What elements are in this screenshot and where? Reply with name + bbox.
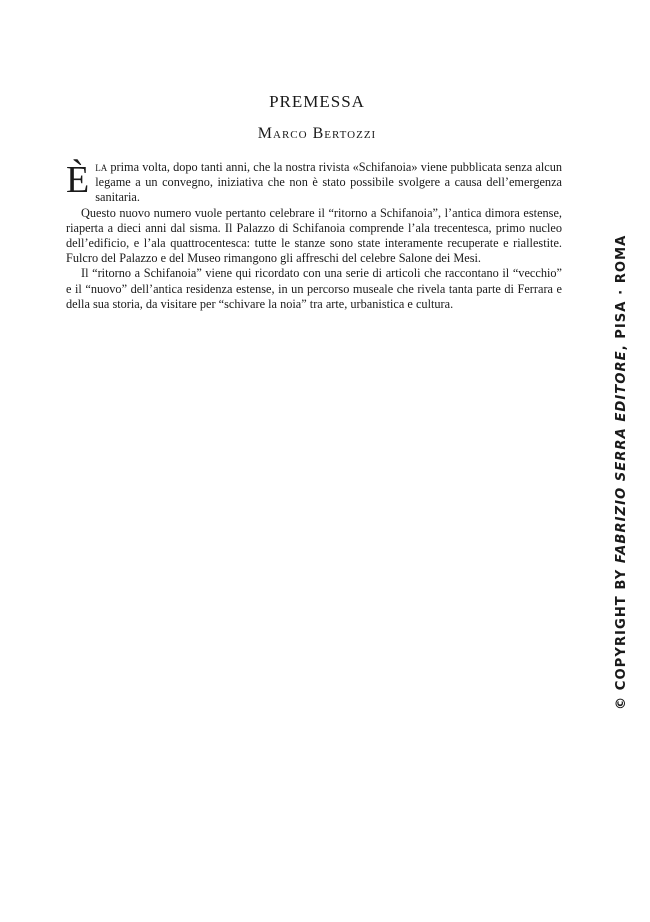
copyright-prefix: © COPYRIGHT BY (614, 563, 629, 710)
author-name: Marco Bertozzi (257, 125, 377, 142)
paragraph-2: Questo nuovo numero vuole pertanto celebrare il “ritorno a Schifanoia”, l’antica dimora estense, riaperta a dieci anni dal sisma. Il Palazzo di Schifanoia comprende l’ala trecentesca, primo nucleo dell’edificio, e l’ala quattrocentesca: tutte le stanze sono state interamente recuperate e riallestite. Fulcro del Palazzo e del Museo rimangono gli affreschi del celebre Salone dei Mesi. (66, 205, 562, 266)
paragraph-1 (66, 160, 562, 206)
body-text (66, 160, 562, 312)
paragraph-1-lead: la (95, 160, 108, 174)
section-title: PREMESSA (269, 92, 365, 111)
copyright-publisher: FABRIZIO SERRA EDITORE (614, 350, 629, 564)
paragraph-3: Il “ritorno a Schifanoia” viene qui ricordato con una serie di articoli che raccontano il “vecchio” e il “nuovo” dell’antica residenza estense, in un percorso museale che rivela tanta parte di Ferrara e della sua storia, da visitare per “schivare la noia” tra arte, urbanistica e cultura. (66, 266, 562, 311)
copyright-notice (614, 235, 629, 710)
drop-cap: È (66, 159, 90, 201)
paragraph-1-text: prima volta, dopo tanti anni, che la nostra rivista «Schifanoia» viene pubblicata senza alcun legame a un convegno, iniziativa che non è stato possibile svolgere a causa dell’emergenza sanitaria. (95, 160, 562, 205)
copyright-suffix: , PISA · ROMA (614, 234, 629, 351)
